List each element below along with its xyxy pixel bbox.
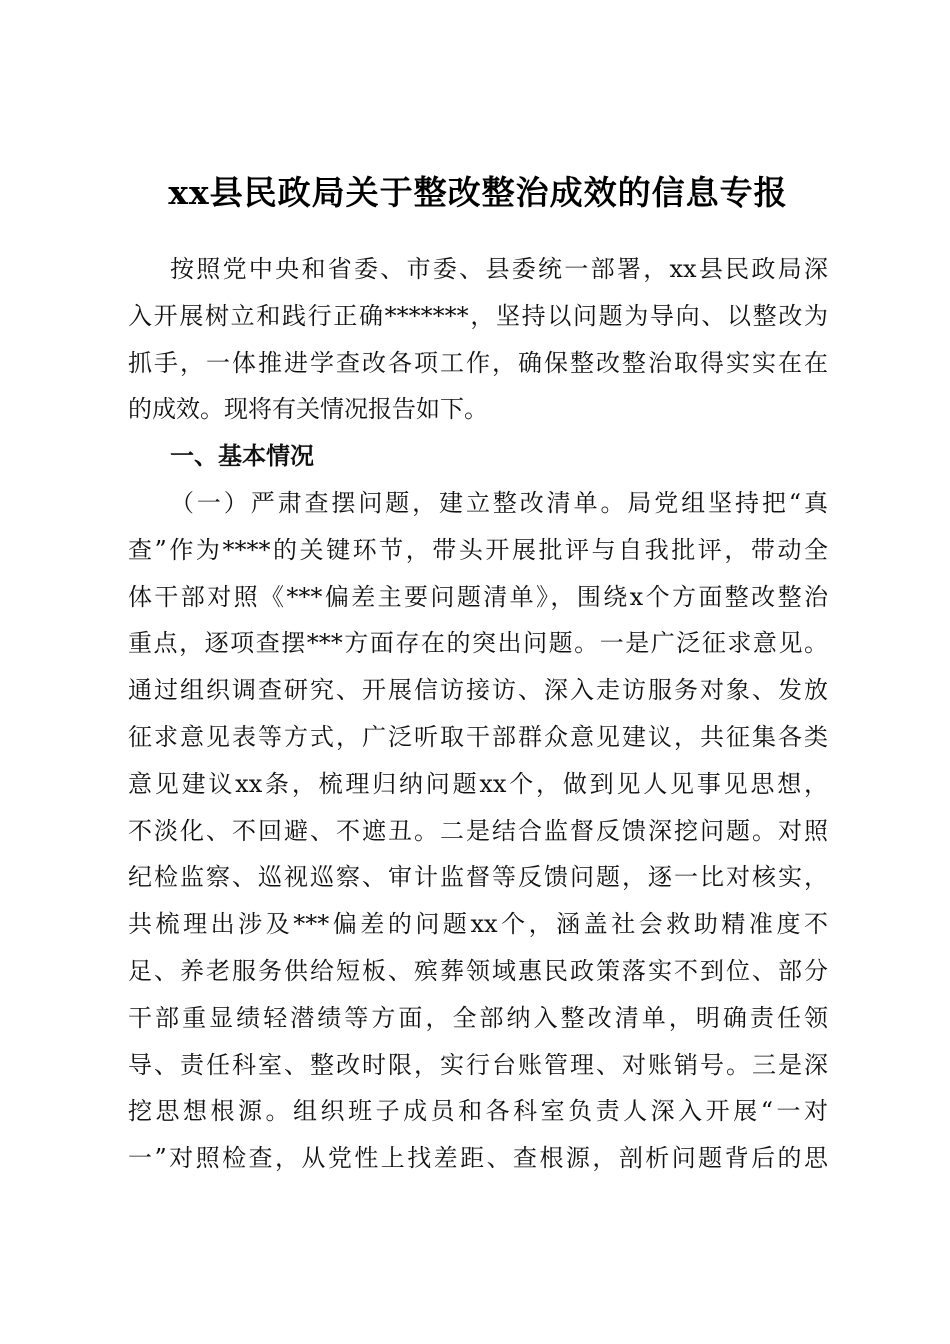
- document-body: [128, 246, 828, 1182]
- text-line-7: 查”作为****的关键环节，带头开展批评与自我批评，带动全: [128, 535, 828, 564]
- text-line-18: 导、责任科室、整改时限，实行台账管理、对账销号。三是深: [128, 1050, 828, 1079]
- text-line-11: 征求意见表等方式，广泛听取干部群众意见建议，共征集各类: [128, 722, 828, 751]
- text-line-15: 共梳理出涉及***偏差的问题xx个，涵盖社会救助精准度不: [128, 910, 828, 939]
- text-line-20: 一”对照检查，从党性上找差距、查根源，剖析问题背后的思: [128, 1144, 828, 1173]
- text-line-9: 重点，逐项查摆***方面存在的突出问题。一是广泛征求意见。: [128, 629, 828, 658]
- text-line-10: 通过组织调查研究、开展信访接访、深入走访服务对象、发放: [128, 676, 828, 705]
- text-line-13: 不淡化、不回避、不遮丑。二是结合监督反馈深挖问题。对照: [128, 816, 828, 845]
- text-line-12: 意见建议xx条，梳理归纳问题xx个，做到见人见事见思想，: [128, 769, 828, 798]
- text-line-6: （一）严肃查摆问题，建立整改清单。局党组坚持把“真: [170, 488, 828, 517]
- text-line-4: 的成效。现将有关情况报告如下。: [128, 395, 488, 424]
- text-line-14: 纪检监察、巡视巡察、审计监督等反馈问题，逐一比对核实，: [128, 863, 828, 892]
- document-title: xx县民政局关于整改整治成效的信息专报: [168, 173, 788, 212]
- text-line-16: 足、养老服务供给短板、殡葬领域惠民政策落实不到位、部分: [128, 956, 828, 985]
- section-heading: 一、基本情况: [170, 442, 314, 471]
- text-line-1: 按照党中央和省委、市委、县委统一部署，xx县民政局深: [170, 255, 828, 283]
- text-line-8: 体干部对照《***偏差主要问题清单》，围绕x个方面整改整治: [128, 582, 828, 611]
- text-line-17: 干部重显绩轻潜绩等方面，全部纳入整改清单，明确责任领: [128, 1003, 828, 1032]
- document-page: [128, 168, 828, 1182]
- text-line-3: 抓手，一体推进学查改各项工作，确保整改整治取得实实在在: [128, 348, 828, 377]
- text-line-19: 挖思想根源。组织班子成员和各科室负责人深入开展“一对: [128, 1097, 828, 1126]
- text-line-2: 入开展树立和践行正确*******，坚持以问题为导向、以整改为: [128, 301, 828, 330]
